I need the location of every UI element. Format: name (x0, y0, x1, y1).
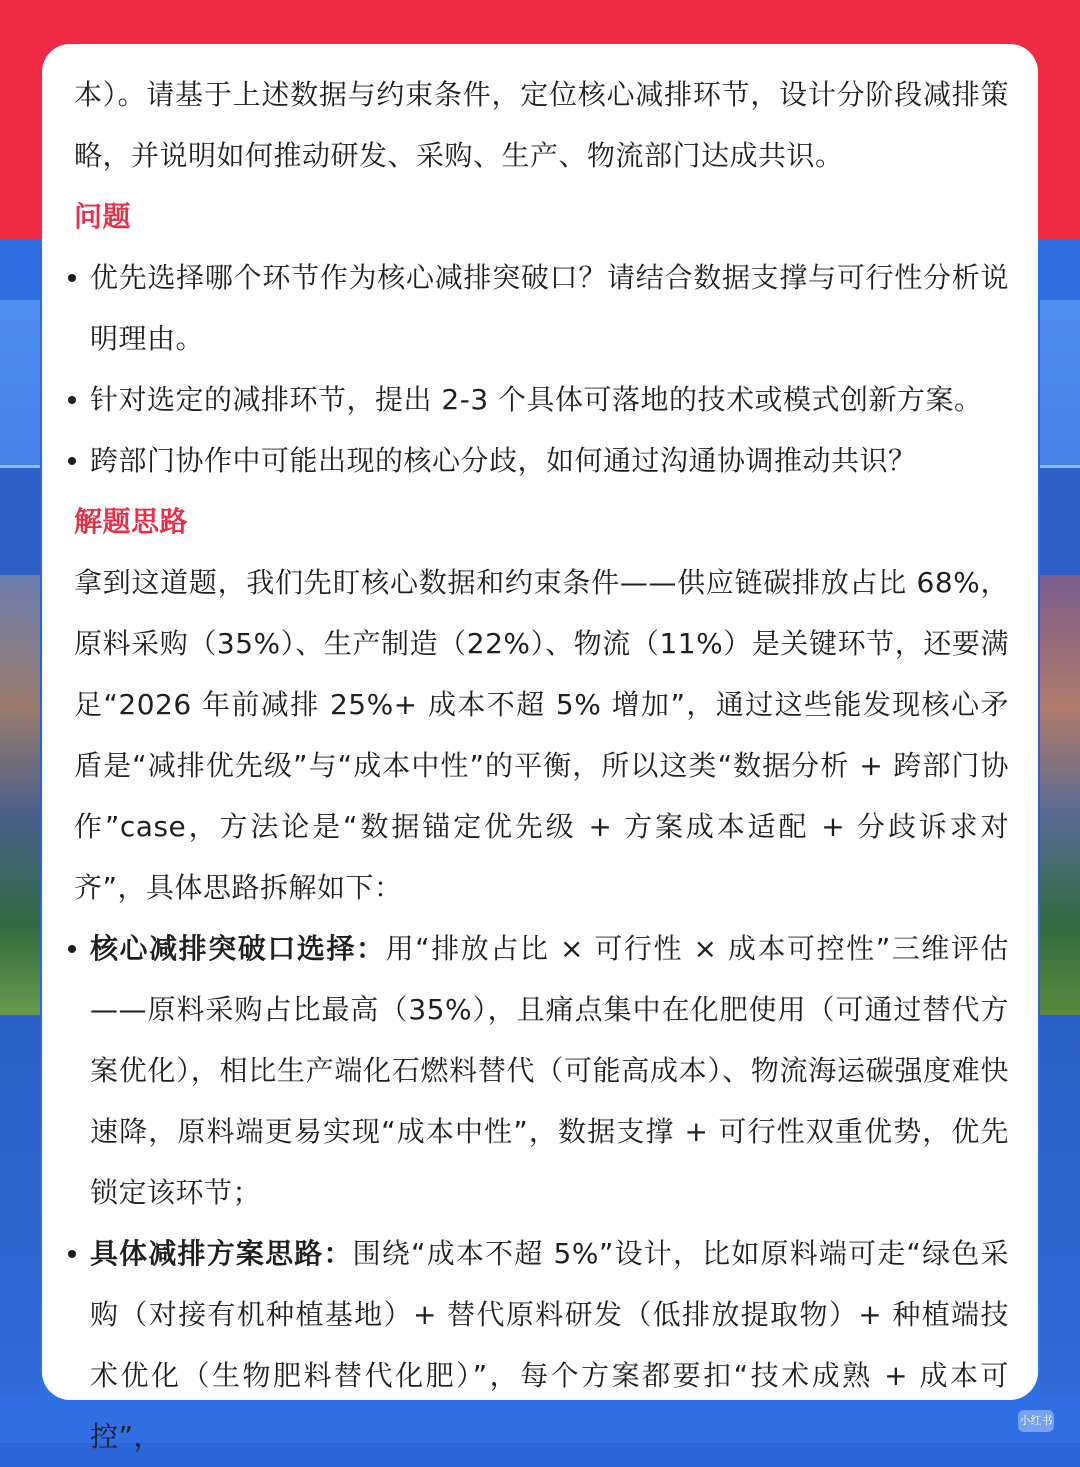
approach-paragraph: 拿到这道题，我们先盯核心数据和约束条件——供应链碳排放占比 68%，原料采购（35%）、生产制造（22%）、物流（11%）是关键环节，还要满足“2026 年前减排 25%+ 成本不超 5% 增加”，通过这些能发现核心矛盾是“减排优先级”与“成本中性”的平衡，所以这类“数据分析 + 跨部门协作”case，方法论是“数据锚定优先级 + 方案成本适配 + 分歧诉求对齐”，具体思路拆解如下： (74, 566, 1009, 904)
intro-paragraph: 本）。请基于上述数据与约束条件，定位核心减排环节，设计分阶段减排策略，并说明如何推动研发、采购、生产、物流部门达成共识。 (74, 78, 1009, 172)
watermark-logo: 小红书 (1018, 1410, 1054, 1432)
card-content (74, 64, 1009, 1467)
background-left-photo (0, 575, 40, 1015)
background-right-shelf (1040, 465, 1080, 578)
approach-heading: 解题思路 (74, 505, 189, 538)
approach-point (74, 1223, 1009, 1467)
questions-heading: 问题 (74, 200, 132, 233)
approach-point-text: 围绕“成本不超 5%”设计，比如原料端可走“绿色采购（对接有机种植基地）+ 替代原料研发（低排放提取物）+ 种植端技术优化（生物肥料替代化肥）”，每个方案都要扣“技术成熟 + 成本可控”， (90, 1237, 1009, 1453)
question-item: 跨部门协作中可能出现的核心分歧，如何通过沟通协调推动共识？ (74, 430, 1009, 491)
question-item: 针对选定的减排环节，提出 2-3 个具体可落地的技术或模式创新方案。 (74, 369, 1009, 430)
approach-point-lead: 核心减排突破口选择： (90, 932, 386, 965)
approach-point (74, 918, 1009, 1223)
approach-point-text: 用“排放占比 × 可行性 × 成本可控性”三维评估——原料采购占比最高（35%），且痛点集中在化肥使用（可通过替代方案优化），相比生产端化石燃料替代（可能高成本）、物流海运碳强度难快速降，原料端更易实现“成本中性”，数据支撑 + 可行性双重优势，优先锁定该环节； (90, 932, 1009, 1209)
questions-list (74, 247, 1009, 491)
approach-point-lead: 具体减排方案思路： (90, 1237, 353, 1270)
background-left-shelf (0, 465, 40, 578)
background-right-photo (1040, 575, 1080, 1015)
question-item: 优先选择哪个环节作为核心减排突破口？请结合数据支撑与可行性分析说明理由。 (74, 247, 1009, 369)
approach-points-list (74, 918, 1009, 1467)
